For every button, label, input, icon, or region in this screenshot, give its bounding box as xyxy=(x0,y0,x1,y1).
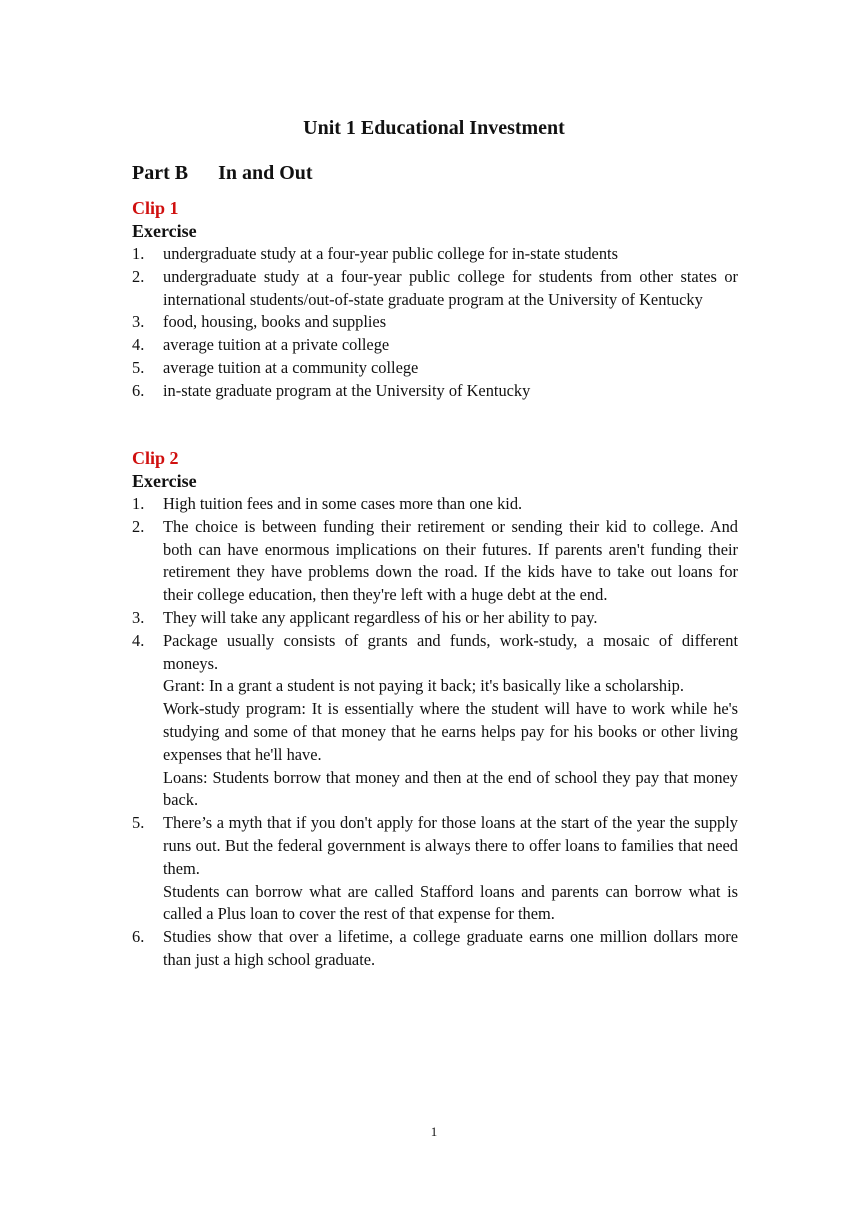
list-item xyxy=(132,926,738,972)
stafford-loans-paragraph: Students can borrow what are called Stafford loans and parents can borrow what is called a Plus loan to cover the rest of that expense for them. xyxy=(163,881,738,924)
clip-2-exercise-label: Exercise xyxy=(132,471,197,491)
item-number: 6. xyxy=(132,927,145,947)
clip-2-section xyxy=(132,447,738,972)
item-number: 2. xyxy=(132,266,145,286)
clip-1-exercise-label: Exercise xyxy=(132,221,197,241)
grant-paragraph: Grant: In a grant a student is not paying it back; it's basically like a scholarship. xyxy=(163,676,684,696)
clip-2-answer-list xyxy=(132,493,738,972)
item-number: 3. xyxy=(132,312,145,332)
part-name: In and Out xyxy=(218,162,313,184)
list-item xyxy=(132,812,738,926)
item-text: average tuition at a community college xyxy=(163,357,419,377)
list-item xyxy=(132,357,738,380)
item-text: undergraduate study at a four-year public college for students from other states or international students/out-of-state graduate program at the University of Kentucky xyxy=(163,266,738,309)
item-paragraph: They will take any applicant regardless of his or her ability to pay. xyxy=(163,607,598,627)
item-paragraph: There’s a myth that if you don't apply for those loans at the start of the year the supply runs out. But the federal government is always there to offer loans to families that need them. xyxy=(163,813,738,878)
item-paragraph: High tuition fees and in some cases more than one kid. xyxy=(163,494,523,513)
clip-1-title: Clip 1 xyxy=(132,198,179,218)
item-number: 2. xyxy=(132,516,145,536)
item-text: undergraduate study at a four-year public college for in-state students xyxy=(163,244,618,263)
item-text: in-state graduate program at the University of Kentucky xyxy=(163,380,531,400)
page-number: 1 xyxy=(430,1124,438,1139)
list-item xyxy=(132,334,738,357)
list-item xyxy=(132,630,738,812)
list-item xyxy=(132,266,738,312)
list-item xyxy=(132,243,738,266)
work-study-paragraph: Work-study program: It is essentially where the student will have to work while he's studying and some of that money that he earns helps pay for his books or other living expenses that he'll have. xyxy=(163,699,738,764)
item-number: 1. xyxy=(132,244,145,263)
list-item xyxy=(132,380,738,403)
item-number: 5. xyxy=(132,357,145,377)
clip-1-answer-list xyxy=(132,243,738,403)
item-number: 1. xyxy=(132,494,145,513)
item-number: 6. xyxy=(132,380,145,400)
item-number: 5. xyxy=(132,813,145,833)
item-paragraph: Studies show that over a lifetime, a college graduate earns one million dollars more than just a high school graduate. xyxy=(163,927,738,969)
list-item xyxy=(132,493,738,516)
page-title: Unit 1 Educational Investment xyxy=(303,117,565,139)
clip-2-title: Clip 2 xyxy=(132,448,179,468)
loans-paragraph: Loans: Students borrow that money and then at the end of school they pay that money back. xyxy=(163,767,738,810)
item-number: 4. xyxy=(132,630,145,650)
item-paragraph: Package usually consists of grants and funds, work-study, a mosaic of different moneys. xyxy=(163,630,738,673)
list-item xyxy=(132,516,738,607)
item-paragraph: The choice is between funding their retirement or sending their kid to college. And both can have enormous implications on their futures. If parents aren't funding their retirement they have problems down the road. If the kids have to take out loans for their college education, then they're left with a huge debt at the end. xyxy=(163,516,738,605)
item-text: average tuition at a private college xyxy=(163,335,390,355)
part-label: Part B xyxy=(132,162,189,184)
item-number: 3. xyxy=(132,607,145,627)
part-heading xyxy=(132,162,313,185)
list-item xyxy=(132,607,738,630)
item-number: 4. xyxy=(132,335,145,355)
clip-1-section xyxy=(132,197,738,403)
item-text: food, housing, books and supplies xyxy=(163,312,387,332)
list-item xyxy=(132,311,738,334)
